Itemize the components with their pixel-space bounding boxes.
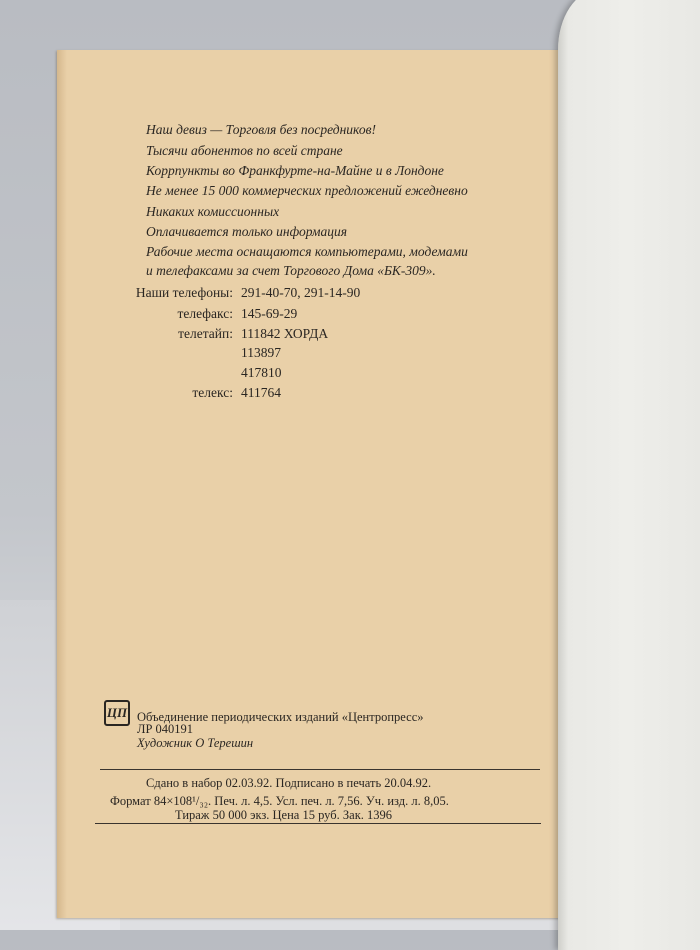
publisher-logo-icon: ЦП	[104, 700, 130, 726]
motto-line: Тысячи абонентов по всей стране	[146, 143, 343, 158]
telex-label: телекс:	[192, 385, 233, 400]
teletype-value: 111842 ХОРДА	[241, 326, 329, 341]
teletype-label: телетайп:	[178, 326, 233, 341]
motto-line: Наш девиз — Торговля без посредников!	[146, 122, 376, 137]
imprint-line: Формат 84×108¹/₃₂. Печ. л. 4,5. Усл. печ. л. 7,56. Уч. изд. л. 8,05.	[110, 794, 449, 808]
motto-line: Никаких комиссионных	[146, 204, 280, 219]
phones-value: 291-40-70, 291-14-90	[241, 285, 361, 300]
teletype-value: 417810	[241, 365, 282, 380]
imprint-top-rule	[100, 769, 540, 770]
imprint-line: Сдано в набор 02.03.92. Подписано в печать 20.04.92.	[146, 776, 432, 790]
publisher-name: Объединение периодических изданий «Центропресс»	[137, 710, 424, 724]
motto-line: Рабочие места оснащаются компьютерами, модемами	[146, 244, 468, 259]
motto-line: и телефаксами за счет Торгового Дома «БК-309».	[146, 263, 436, 278]
phones-label: Наши телефоны:	[135, 285, 233, 300]
artist-credit: Художник О Терешин	[137, 736, 254, 750]
next-page-curl	[558, 0, 700, 950]
license-number: ЛР 040191	[137, 722, 194, 736]
motto-line: Коррпункты во Франкфурте-на-Майне и в Лондоне	[146, 163, 444, 178]
imprint-bottom-rule	[95, 823, 541, 824]
imprint-line: Тираж 50 000 экз. Цена 15 руб. Зак. 1396	[175, 808, 393, 822]
fax-label: телефакс:	[177, 306, 233, 321]
motto-line: Оплачивается только информация	[146, 224, 347, 239]
telex-value: 411764	[241, 385, 281, 400]
teletype-value: 113897	[241, 345, 281, 360]
page-edge	[57, 50, 67, 918]
fax-value: 145-69-29	[241, 306, 298, 321]
motto-line: Не менее 15 000 коммерческих предложений ежедневно	[146, 183, 468, 198]
